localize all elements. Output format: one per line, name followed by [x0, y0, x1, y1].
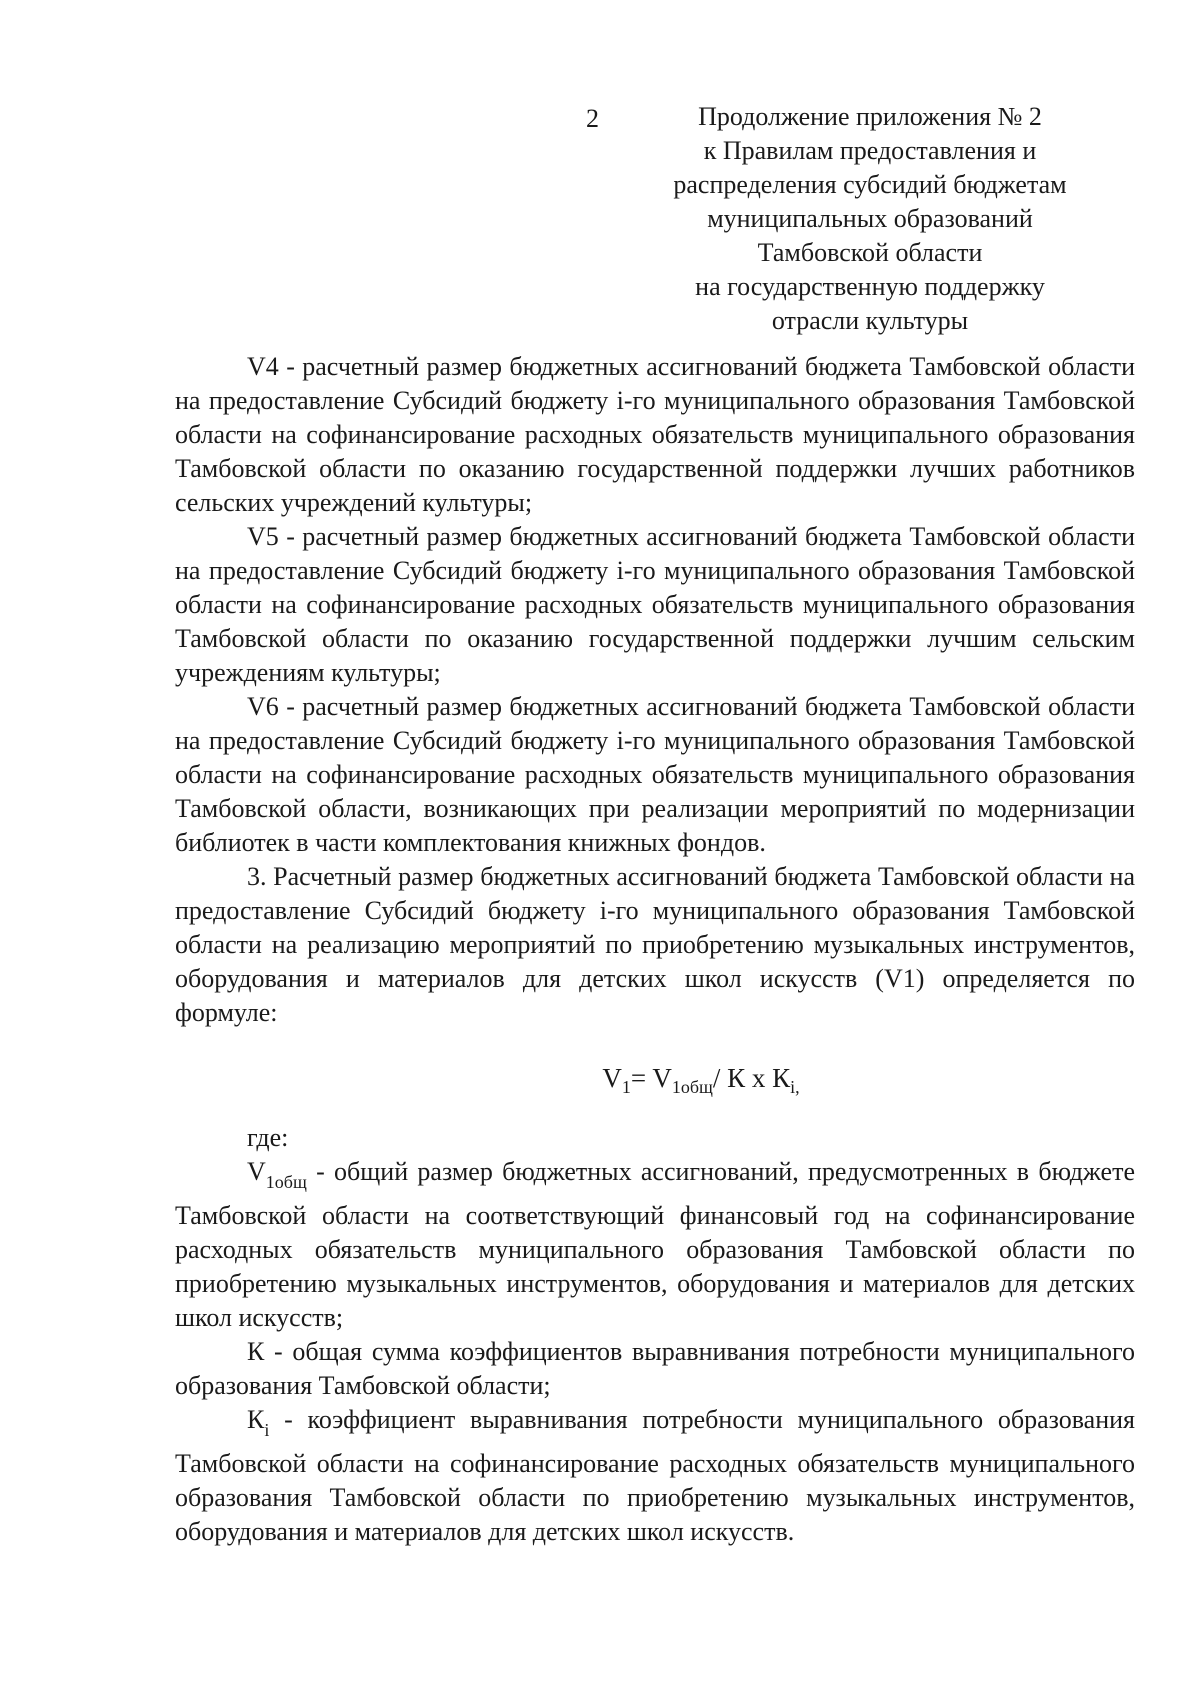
symbol-k: К	[247, 1405, 265, 1434]
definition-symbol	[247, 1157, 307, 1192]
formula-eq: =	[630, 1063, 653, 1093]
definition-k	[175, 1335, 1135, 1403]
formula-v-sub: 1общ	[671, 1077, 713, 1097]
header-line: распределения субсидий бюджетам	[673, 170, 1067, 199]
appendix-header	[640, 100, 1100, 338]
paragraph-v6: V6 - расчетный размер бюджетных ассигнований бюджета Тамбовской области на предоставление Субсидий бюджету i-го муниципального образования Тамбовской области на софинансирование расходных обязательств муниципального образования Тамбовской области, возникающих при реализации мероприятий по модернизации библиотек в части комплектования книжных фондов.	[175, 692, 1135, 857]
definition-text: - коэффициент выравнивания потребности муниципального образования Тамбовской области на софинансирование расходных обязательств муниципального образования Тамбовской области по приобретению музыкальных инструментов, оборудования и материалов для детских школ искусств.	[175, 1405, 1135, 1546]
header-line: муниципальных образований	[707, 204, 1033, 233]
formula-k-sub: i,	[790, 1077, 800, 1097]
definition-ki	[175, 1403, 1135, 1549]
paragraph-v4: V4 - расчетный размер бюджетных ассигнований бюджета Тамбовской области на предоставление Субсидий бюджету i-го муниципального образования Тамбовской области на софинансирование расходных обязательств муниципального образования Тамбовской области по оказанию государственной поддержки лучших работников сельских учреждений культуры;	[175, 352, 1135, 517]
definition-v1obsh	[175, 1155, 1135, 1335]
definition-symbol	[247, 1405, 270, 1440]
formula-v: V	[652, 1063, 672, 1093]
header-line: отрасли культуры	[771, 306, 969, 335]
definition-symbol: К	[247, 1337, 265, 1366]
definition-text: - общий размер бюджетных ассигнований, предусмотренных в бюджете Тамбовской области на соответствующий финансовый год на софинансирование расходных обязательств муниципального образования Тамбовской области по приобретению музыкальных инструментов, оборудования и материалов для детских школ искусств;	[175, 1157, 1135, 1332]
definition-text: - общая сумма коэффициентов выравнивания потребности муниципального образования Тамбовской области;	[175, 1337, 1135, 1400]
formula-lhs-sub: 1	[621, 1077, 631, 1097]
header-line: к Правилам предоставления и	[703, 136, 1037, 165]
symbol-v: V	[247, 1157, 266, 1186]
formula-lhs: V	[602, 1063, 622, 1093]
page-number: 2	[586, 104, 599, 133]
header-line: на государственную поддержку	[695, 272, 1045, 301]
header-line: Тамбовской области	[757, 238, 983, 267]
formula-v1	[267, 1058, 1135, 1107]
symbol-sub: 1общ	[265, 1172, 307, 1192]
paragraph-item-3: 3. Расчетный размер бюджетных ассигнований бюджета Тамбовской области на предоставление Субсидий бюджету i-го муниципального образования Тамбовской области на реализацию мероприятий по приобретению музыкальных инструментов, оборудования и материалов для детских школ искусств (V1) определяется по формуле:	[175, 862, 1135, 1027]
where-label: где:	[247, 1123, 289, 1152]
paragraph-v5: V5 - расчетный размер бюджетных ассигнований бюджета Тамбовской области на предоставление Субсидий бюджету i-го муниципального образования Тамбовской области на софинансирование расходных обязательств муниципального образования Тамбовской области по оказанию государственной поддержки лучшим сельским учреждениям культуры;	[175, 522, 1135, 687]
header-line: Продолжение приложения № 2	[698, 102, 1042, 131]
formula-div: / К х К	[712, 1063, 791, 1093]
document-body	[175, 350, 1135, 1549]
symbol-sub: i	[264, 1420, 270, 1440]
